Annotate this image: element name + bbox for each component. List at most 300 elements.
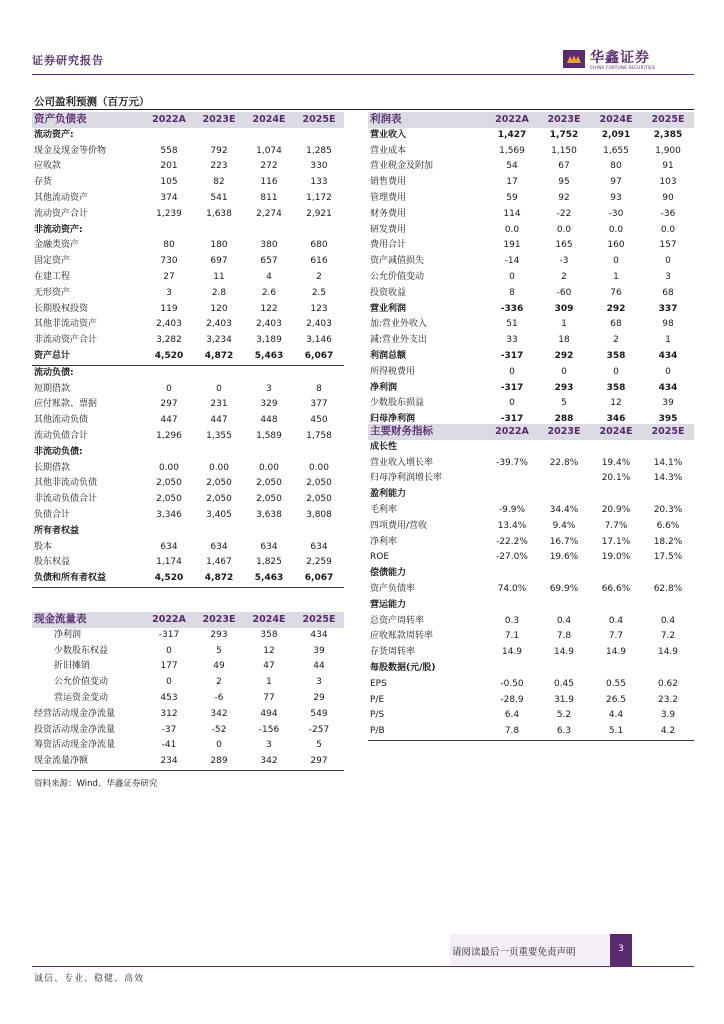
income-table-title: 利润表 [368, 112, 486, 128]
cell-value: -28.9 [500, 694, 524, 705]
balance-sheet-table [32, 112, 344, 588]
cell-value: 0.00 [258, 462, 280, 473]
row-label: 流动负债合计 [34, 430, 89, 441]
cell-value [538, 440, 590, 456]
table-row [368, 396, 694, 412]
table-row [368, 503, 694, 519]
cell-value: 7.7% [604, 520, 628, 531]
cell-value: 2,050 [156, 494, 182, 505]
row-label: 净利率 [370, 536, 398, 547]
cell-value: 2 [316, 271, 322, 282]
cell-value: 2.8 [211, 287, 227, 298]
cell-value: 11 [213, 271, 225, 282]
cell-value: -52 [211, 724, 227, 735]
cell-value: 17 [506, 177, 518, 188]
row-label: 存货 [34, 177, 53, 188]
cashflow-header-row [32, 612, 344, 628]
cell-value [194, 524, 244, 540]
row-label: 公允价值变动 [370, 271, 425, 282]
row-label: 现金及现金等价物 [34, 145, 107, 156]
income-statement-table [368, 112, 694, 429]
table-row [32, 476, 344, 492]
cell-value: 92 [558, 192, 570, 203]
cell-value: 13.4% [497, 520, 527, 531]
row-label: 无形资产 [34, 287, 71, 298]
row-label: 其他非流动资产 [34, 319, 98, 330]
row-label: 投资收益 [370, 287, 407, 298]
cell-value: -336 [500, 303, 524, 314]
cell-value: 811 [260, 192, 278, 203]
cell-value: 12 [610, 398, 622, 409]
table-row [32, 675, 344, 691]
row-label: 少数股东权益 [54, 645, 109, 656]
row-label: 资产总计 [32, 349, 144, 365]
cell-value: 434 [658, 382, 678, 393]
cell-value: 1 [665, 335, 671, 346]
row-label: 其他流动负债 [34, 415, 89, 426]
cell-value: 380 [260, 240, 278, 251]
cell-value [244, 445, 294, 461]
cell-value: 2,921 [306, 208, 332, 219]
cell-value [642, 566, 694, 582]
cell-value [590, 566, 642, 582]
cash-flow-table [32, 612, 344, 771]
cell-value: 49 [213, 661, 225, 672]
cell-value [144, 524, 194, 540]
ratios-year-header: 2024E [590, 424, 642, 440]
cell-value: 9.4% [552, 520, 576, 531]
cell-value: 234 [144, 754, 194, 770]
cell-value [294, 445, 344, 461]
row-label: 金融类资产 [34, 240, 80, 251]
report-type-label: 证券研究报告 [32, 54, 104, 67]
table-row [368, 365, 694, 381]
cell-value: 3,189 [256, 335, 282, 346]
cell-value: 3,405 [206, 509, 232, 520]
cell-value: 4,520 [144, 349, 194, 365]
table-row [368, 144, 694, 160]
cell-value: 2,050 [206, 494, 232, 505]
row-label: 非流动资产: [34, 224, 83, 235]
table-row [368, 349, 694, 365]
cell-value: -317 [500, 382, 524, 393]
cell-value [144, 445, 194, 461]
cell-value: 201 [160, 161, 178, 172]
cell-value [486, 487, 538, 503]
table-row [32, 540, 344, 556]
row-label: 研发费用 [370, 224, 407, 235]
cell-value [538, 598, 590, 614]
cell-value: 3 [266, 383, 272, 394]
cell-value: 157 [659, 240, 677, 251]
table-row [368, 191, 694, 207]
cell-value: 309 [554, 303, 574, 314]
cell-value: 19.4% [601, 457, 631, 468]
row-label: 固定资产 [34, 256, 71, 267]
balance-year-header: 2025E [294, 112, 344, 128]
table-row [368, 708, 694, 724]
cell-value: 0.0 [556, 224, 572, 235]
cell-value [486, 471, 538, 487]
table-row [32, 707, 344, 723]
cell-value: 33 [506, 335, 518, 346]
row-label: 资产减值损失 [370, 256, 425, 267]
cell-value [294, 365, 344, 381]
cell-value: -36 [660, 208, 676, 219]
cell-value: 2,274 [256, 208, 282, 219]
cashflow-year-header: 2022A [144, 612, 194, 628]
cell-value: -39.7% [496, 457, 528, 468]
row-label: 在建工程 [34, 271, 71, 282]
cell-value: 2,050 [256, 478, 282, 489]
cell-value: 0.0 [608, 224, 624, 235]
row-label: 减:营业外支出 [370, 335, 428, 346]
cell-value: 231 [210, 399, 228, 410]
cell-value: 8 [316, 383, 322, 394]
table-row [32, 365, 344, 381]
cell-value: 342 [244, 754, 294, 770]
row-label: 现金流量净额 [32, 754, 144, 770]
table-row [32, 175, 344, 191]
cell-value: 90 [662, 192, 674, 203]
cell-value: 634 [210, 541, 228, 552]
row-label: 负债合计 [34, 509, 71, 520]
table-row [32, 317, 344, 333]
cell-value: 2,403 [206, 319, 232, 330]
cell-value: 293 [554, 382, 574, 393]
cell-value: 14.1% [653, 457, 683, 468]
cell-value: 0.62 [657, 678, 679, 689]
row-label: 营运能力 [370, 599, 407, 610]
row-label: 净利润 [54, 629, 82, 640]
cell-value: 3 [316, 677, 322, 688]
cell-value: -14 [504, 256, 520, 267]
cell-value: 7.8 [486, 724, 538, 740]
cell-value: 3,346 [156, 509, 182, 520]
table-row [368, 175, 694, 191]
row-label: 归母净利润 [368, 412, 486, 428]
cell-value: 68 [610, 319, 622, 330]
income-header-row [368, 112, 694, 128]
cell-value: 558 [160, 145, 178, 156]
cell-value: 657 [260, 256, 278, 267]
disclaimer-link[interactable]: 请阅读最后一页重要免责声明 [452, 947, 576, 958]
row-label: 四项费用/营收 [370, 520, 428, 531]
row-label: 折旧摊销 [54, 661, 91, 672]
row-label: 其他非流动负债 [34, 478, 98, 489]
table-row [32, 349, 344, 365]
row-label: 盈利能力 [370, 489, 407, 500]
cell-value: 2,050 [306, 478, 332, 489]
cell-value: 549 [310, 708, 328, 719]
cell-value: 2,050 [306, 494, 332, 505]
cell-value: 165 [555, 240, 573, 251]
cell-value: 0 [216, 740, 222, 751]
ratios-header-row [368, 424, 694, 440]
table-row [32, 445, 344, 461]
row-label: 资产负债率 [370, 583, 416, 594]
income-year-header: 2022A [486, 112, 538, 128]
cell-value: 2,091 [601, 129, 631, 140]
logo-mark-icon [566, 53, 582, 65]
row-label: 利润总额 [370, 350, 407, 361]
cell-value: 2,259 [306, 557, 332, 568]
cell-value: -27.0% [496, 552, 528, 563]
cell-value: 26.5 [605, 694, 627, 705]
cell-value: 160 [607, 240, 625, 251]
cell-value: 34.4% [549, 504, 579, 515]
cell-value: 7.2 [660, 631, 676, 642]
cell-value: 2,385 [653, 129, 683, 140]
cell-value: 0.4 [660, 615, 676, 626]
cell-value: 288 [538, 412, 590, 428]
cell-value [486, 440, 538, 456]
ratios-year-header: 2025E [642, 424, 694, 440]
row-label: ROE [370, 552, 390, 563]
cell-value: -156 [258, 724, 280, 735]
cell-value: 1,569 [499, 145, 525, 156]
cell-value: 17.1% [601, 536, 631, 547]
row-label: 流动资产合计 [34, 208, 89, 219]
cell-value [538, 566, 590, 582]
cell-value: 67 [558, 161, 570, 172]
cell-value: 342 [210, 708, 228, 719]
cell-value: 447 [210, 415, 228, 426]
cell-value: 14.9 [657, 647, 679, 658]
cell-value: 0 [509, 398, 515, 409]
cell-value [244, 524, 294, 540]
table-row [368, 677, 694, 693]
cell-value: 0.4 [556, 615, 572, 626]
balance-year-header: 2023E [194, 112, 244, 128]
financial-ratios-table [368, 424, 694, 741]
cell-value [244, 223, 294, 239]
row-label: 营运资金变动 [54, 692, 109, 703]
cell-value: 7.7 [608, 631, 624, 642]
cell-value: 39 [313, 645, 325, 656]
row-label: 营业收入 [370, 129, 407, 140]
cell-value: 4.2 [642, 724, 694, 740]
table-row [368, 128, 694, 144]
cashflow-table-title: 现金流量表 [32, 612, 144, 628]
cell-value: 3 [665, 271, 671, 282]
table-row [32, 223, 344, 239]
cell-value: 47 [263, 661, 275, 672]
cell-value: 1,355 [206, 430, 232, 441]
cell-value: 1 [561, 319, 567, 330]
table-row [368, 223, 694, 239]
table-row [32, 644, 344, 660]
cell-value: 95 [558, 177, 570, 188]
cell-value [144, 128, 194, 144]
cell-value: -6 [214, 692, 224, 703]
cell-value: -30 [608, 208, 624, 219]
row-label: 应收款 [34, 161, 62, 172]
cell-value: 434 [658, 350, 678, 361]
row-label: EPS [370, 678, 387, 689]
row-label: 每股数据(元/股) [370, 662, 436, 673]
table-row [368, 614, 694, 630]
cell-value: 14.9 [501, 647, 523, 658]
row-label: 营业收入增长率 [370, 457, 434, 468]
cell-value [244, 365, 294, 381]
cell-value: 66.6% [601, 583, 631, 594]
cell-value: 395 [642, 412, 694, 428]
cell-value: 14.9 [605, 647, 627, 658]
cell-value: 2,403 [156, 319, 182, 330]
row-label: 所得税费用 [370, 366, 416, 377]
table-row [368, 317, 694, 333]
cell-value: 62.8% [653, 583, 683, 594]
income-year-header: 2025E [642, 112, 694, 128]
cell-value: 730 [160, 256, 178, 267]
table-row [368, 661, 694, 677]
cell-value: 98 [662, 319, 674, 330]
cell-value: 177 [160, 661, 178, 672]
cell-value: 4,520 [144, 571, 194, 587]
cell-value: -257 [308, 724, 330, 735]
cell-value: 292 [554, 350, 574, 361]
cell-value: 374 [160, 192, 178, 203]
cell-value: 0 [509, 366, 515, 377]
cell-value: 272 [260, 161, 278, 172]
cell-value [144, 223, 194, 239]
table-row [368, 535, 694, 551]
cell-value: 0 [665, 366, 671, 377]
table-row [368, 302, 694, 318]
balance-year-header: 2024E [244, 112, 294, 128]
cell-value: 4,872 [194, 571, 244, 587]
cell-value: 44 [313, 661, 325, 672]
table-row [32, 723, 344, 739]
row-label: 负债和所有者权益 [32, 571, 144, 587]
cell-value: 68 [662, 287, 674, 298]
cell-value: -317 [486, 412, 538, 428]
table-row [32, 302, 344, 318]
balance-year-header: 2022A [144, 112, 194, 128]
table-row [32, 754, 344, 770]
cell-value: 293 [210, 629, 228, 640]
table-row [32, 492, 344, 508]
cell-value [486, 598, 538, 614]
row-label: 其他流动资产 [34, 192, 89, 203]
table-row [32, 555, 344, 571]
cell-value: 39 [662, 398, 674, 409]
income-year-header: 2023E [538, 112, 590, 128]
cell-value: 2,050 [206, 478, 232, 489]
cell-value: 0.3 [504, 615, 520, 626]
cell-value: 1,150 [551, 145, 577, 156]
cell-value: 2 [561, 271, 567, 282]
row-label: 营业成本 [370, 145, 407, 156]
cell-value: 116 [260, 177, 278, 188]
cell-value: 80 [610, 161, 622, 172]
cell-value: 16.7% [549, 536, 579, 547]
cell-value [294, 128, 344, 144]
cell-value [538, 487, 590, 503]
cell-value: 2 [613, 335, 619, 346]
cell-value: 3,638 [256, 509, 282, 520]
table-row [368, 440, 694, 456]
cell-value: 5 [316, 740, 322, 751]
cell-value [642, 661, 694, 677]
row-label: 成长性 [370, 441, 398, 452]
cell-value: 3,808 [306, 509, 332, 520]
table-row [32, 207, 344, 223]
cell-value: 69.9% [549, 583, 579, 594]
table-row [368, 487, 694, 503]
cell-value: 7.8 [556, 631, 572, 642]
row-label: 少数股东损益 [370, 398, 425, 409]
cell-value: -317 [500, 350, 524, 361]
row-label: 总资产周转率 [370, 615, 425, 626]
cell-value: 5,463 [244, 571, 294, 587]
cell-value [194, 445, 244, 461]
cell-value [244, 128, 294, 144]
cell-value: 5,463 [244, 349, 294, 365]
table-row [32, 238, 344, 254]
row-label: 管理费用 [370, 192, 407, 203]
cell-value [642, 440, 694, 456]
row-label: 营业税金及附加 [370, 161, 434, 172]
cell-value: 2 [216, 677, 222, 688]
row-label: 长期借款 [34, 462, 71, 473]
cell-value: 114 [503, 208, 521, 219]
cell-value: 3 [166, 287, 172, 298]
table-row [368, 519, 694, 535]
cell-value: 0.4 [608, 615, 624, 626]
cell-value: 1,655 [603, 145, 629, 156]
row-label: P/B [368, 724, 486, 740]
cell-value: 2.5 [311, 287, 327, 298]
cell-value: 6,067 [294, 349, 344, 365]
forecast-title: 公司盈利预测（百万元） [34, 96, 150, 108]
row-label: 费用合计 [370, 240, 407, 251]
logo-subtext: CHINA FORTUNE SECURITIES [590, 65, 656, 70]
row-label: 财务费用 [370, 208, 407, 219]
row-label: 销售费用 [370, 177, 407, 188]
table-row [368, 629, 694, 645]
cell-value: 2,403 [256, 319, 282, 330]
cashflow-year-header: 2024E [244, 612, 294, 628]
table-row [32, 738, 344, 754]
cell-value: 120 [210, 303, 228, 314]
row-label: 加:营业外收入 [370, 319, 428, 330]
table-row [32, 429, 344, 445]
table-row [32, 413, 344, 429]
cell-value: 0 [561, 366, 567, 377]
table-row [32, 270, 344, 286]
cell-value: 91 [662, 161, 674, 172]
cell-value: 0 [166, 677, 172, 688]
table-row [32, 159, 344, 175]
cell-value: 1,589 [256, 430, 282, 441]
cell-value: 14.3% [653, 473, 683, 484]
cell-value: 12 [263, 645, 275, 656]
row-label: 股本 [34, 541, 53, 552]
cell-value: 1,638 [206, 208, 232, 219]
cell-value: 103 [659, 177, 677, 188]
cell-value: 312 [160, 708, 178, 719]
cell-value: 4.4 [608, 710, 624, 721]
row-label: 流动负债: [34, 367, 74, 378]
cell-value: 14.9 [553, 647, 575, 658]
cashflow-year-header: 2023E [194, 612, 244, 628]
table-row [32, 628, 344, 644]
cell-value [144, 365, 194, 381]
cell-value: 29 [313, 692, 325, 703]
row-label: 非流动资产合计 [34, 335, 98, 346]
